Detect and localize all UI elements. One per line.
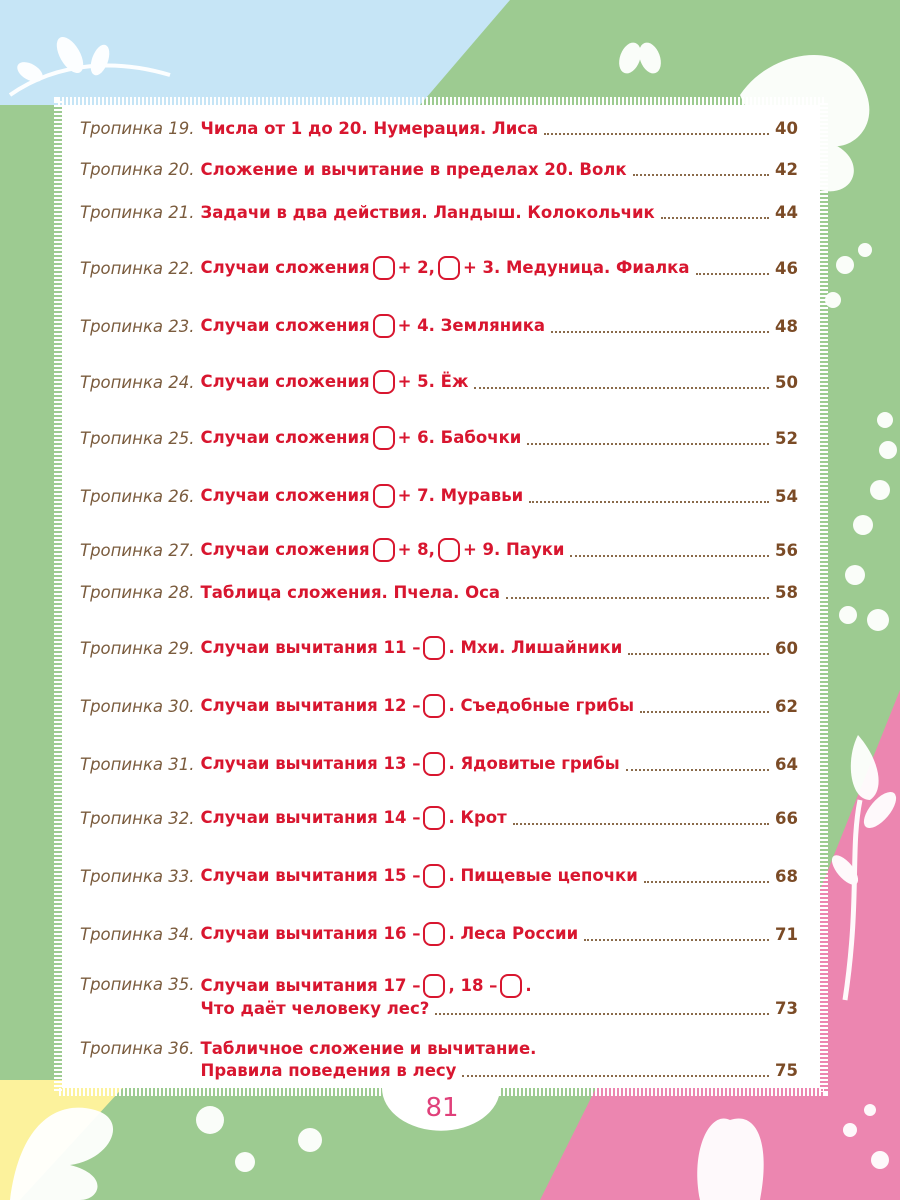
toc-entry-title: , 18 – — [448, 976, 498, 995]
toc-entry[interactable] — [80, 974, 798, 1020]
toc-entry-title: Случаи вычитания 16 – — [200, 924, 421, 943]
toc-entry-label: Тропинка 23. — [80, 317, 195, 336]
toc-entry-title: . — [525, 976, 532, 995]
toc-entry-title: Случаи сложения — [200, 316, 370, 335]
toc-entry-title: Случаи сложения — [200, 372, 370, 391]
leader-dots — [640, 711, 769, 713]
toc-entry-title: . Мхи. Лишайники — [448, 638, 623, 657]
leader-dots — [529, 501, 769, 503]
toc-entry-page: 68 — [775, 867, 798, 886]
leader-dots — [626, 769, 769, 771]
leader-dots — [633, 174, 769, 176]
toc-entry-title: Случаи вычитания 12 – — [200, 696, 421, 715]
toc-entry-page: 52 — [775, 429, 798, 448]
toc-entry-page: 40 — [775, 119, 798, 138]
toc-entry-title: + 2, — [397, 258, 435, 277]
toc-entry-title: + 5. Ёж — [397, 372, 469, 391]
toc-entry-page: 75 — [775, 1061, 798, 1080]
toc-entry-title: . Съедобные грибы — [448, 696, 635, 715]
toc-entry-page: 73 — [775, 999, 798, 1018]
toc-entry[interactable] — [80, 582, 798, 604]
toc-entry-page: 58 — [775, 583, 798, 602]
toc-entry-title: . Ядовитые грибы — [448, 754, 620, 773]
toc-entry[interactable] — [80, 256, 798, 280]
blank-box-icon — [438, 256, 460, 280]
toc-entry-label: Тропинка 24. — [80, 373, 195, 392]
toc-entry-page: 54 — [775, 487, 798, 506]
toc-entry[interactable] — [80, 1038, 798, 1082]
blank-box-icon — [373, 314, 395, 338]
toc-entry[interactable] — [80, 864, 798, 888]
toc-entry[interactable] — [80, 202, 798, 224]
leader-dots — [544, 133, 769, 135]
toc-entry-page: 64 — [775, 755, 798, 774]
toc-entry-title: + 8, — [397, 540, 435, 559]
toc-entry-title: Числа от 1 до 20. Нумерация. Лиса — [200, 119, 539, 138]
toc-entry-title: Что даёт человеку лес? — [200, 999, 430, 1018]
blank-box-icon — [423, 636, 445, 660]
toc-entry-title: Таблица сложения. Пчела. Оса — [200, 583, 501, 602]
toc-entry-label: Тропинка 33. — [80, 867, 195, 886]
toc-entry-page: 60 — [775, 639, 798, 658]
leader-dots — [435, 1013, 769, 1015]
blank-box-icon — [373, 484, 395, 508]
toc-entry-label: Тропинка 28. — [80, 583, 195, 602]
toc-entry-title: Сложение и вычитание в пределах 20. Волк — [200, 160, 627, 179]
toc-entry-title: + 9. Пауки — [462, 540, 565, 559]
toc-entry-title: + 4. Земляника — [397, 316, 546, 335]
toc-entry-page: 44 — [775, 203, 798, 222]
leader-dots — [570, 555, 769, 557]
toc-entry[interactable] — [80, 118, 798, 140]
leader-dots — [527, 443, 769, 445]
toc-entry-label: Тропинка 19. — [80, 119, 195, 138]
toc-entry[interactable] — [80, 538, 798, 562]
toc-entry-label: Тропинка 32. — [80, 809, 195, 828]
toc-entry[interactable] — [80, 922, 798, 946]
toc-entry-page: 48 — [775, 317, 798, 336]
toc-entry-title: Случаи сложения — [200, 540, 370, 559]
blank-box-icon — [500, 974, 522, 998]
toc-entry-label: Тропинка 36. — [80, 1039, 195, 1058]
toc-entry-title: Табличное сложение и вычитание. — [200, 1039, 537, 1058]
leader-dots — [462, 1075, 769, 1077]
toc-entry[interactable] — [80, 370, 798, 394]
leader-dots — [474, 387, 769, 389]
toc-entry-title: + 6. Бабочки — [397, 428, 522, 447]
toc-entry-label: Тропинка 34. — [80, 925, 195, 944]
toc-entry-title: Случаи сложения — [200, 428, 370, 447]
blank-box-icon — [423, 974, 445, 998]
toc-entry[interactable] — [80, 752, 798, 776]
blank-box-icon — [438, 538, 460, 562]
toc-entry[interactable] — [80, 484, 798, 508]
toc-entry-title: Правила поведения в лесу — [200, 1061, 457, 1080]
toc-entry-title: + 7. Муравьи — [397, 486, 524, 505]
toc-entry-title: . Леса России — [448, 924, 579, 943]
blank-box-icon — [423, 752, 445, 776]
toc-entry-label: Тропинка 21. — [80, 203, 195, 222]
leader-dots — [644, 881, 769, 883]
toc-entry[interactable] — [80, 694, 798, 718]
toc-entry-title: Случаи вычитания 11 – — [200, 638, 421, 657]
toc-entry-page: 42 — [775, 160, 798, 179]
toc-entry[interactable] — [80, 426, 798, 450]
toc-entry-title: Случаи вычитания 15 – — [200, 866, 421, 885]
toc-entry-page: 50 — [775, 373, 798, 392]
toc-entry-page: 46 — [775, 259, 798, 278]
leader-dots — [551, 331, 769, 333]
leader-dots — [661, 217, 769, 219]
toc-entry[interactable] — [80, 314, 798, 338]
blank-box-icon — [373, 370, 395, 394]
toc-entry-title: Задачи в два действия. Ландыш. Колокольчик — [200, 203, 655, 222]
blank-box-icon — [423, 922, 445, 946]
blank-box-icon — [423, 806, 445, 830]
toc-entry-label: Тропинка 22. — [80, 259, 195, 278]
toc-entry-title: Случаи вычитания 14 – — [200, 808, 421, 827]
toc-entry-title: Случаи сложения — [200, 486, 370, 505]
blank-box-icon — [373, 426, 395, 450]
toc-entry-label: Тропинка 27. — [80, 541, 195, 560]
toc-entry-label: Тропинка 25. — [80, 429, 195, 448]
blank-box-icon — [373, 256, 395, 280]
blank-box-icon — [423, 864, 445, 888]
toc-entry-page: 71 — [775, 925, 798, 944]
toc-entry[interactable] — [80, 806, 798, 830]
toc-entry-title: Случаи сложения — [200, 258, 370, 277]
leader-dots — [628, 653, 769, 655]
toc-entry[interactable] — [80, 159, 798, 181]
toc-entry-label: Тропинка 35. — [80, 975, 195, 994]
toc-entry-title: + 3. Медуница. Фиалка — [462, 258, 690, 277]
leader-dots — [584, 939, 769, 941]
toc-entry-title: . Крот — [448, 808, 507, 827]
toc-entry-title: Случаи вычитания 17 – — [200, 976, 421, 995]
page-number: 81 — [425, 1093, 459, 1123]
toc-entry-label: Тропинка 31. — [80, 755, 195, 774]
toc-entry-page: 62 — [775, 697, 798, 716]
leader-dots — [696, 273, 770, 275]
toc-entry-label: Тропинка 20. — [80, 160, 195, 179]
leader-dots — [506, 597, 769, 599]
toc-entry-page: 56 — [775, 541, 798, 560]
toc-entry-label: Тропинка 30. — [80, 697, 195, 716]
toc-entry-title: . Пищевые цепочки — [448, 866, 638, 885]
blank-box-icon — [423, 694, 445, 718]
toc-entry-label: Тропинка 29. — [80, 639, 195, 658]
leader-dots — [513, 823, 769, 825]
toc-entry-page: 66 — [775, 809, 798, 828]
toc-entry[interactable] — [80, 636, 798, 660]
blank-box-icon — [373, 538, 395, 562]
toc-entry-label: Тропинка 26. — [80, 487, 195, 506]
toc-entry-title: Случаи вычитания 13 – — [200, 754, 421, 773]
